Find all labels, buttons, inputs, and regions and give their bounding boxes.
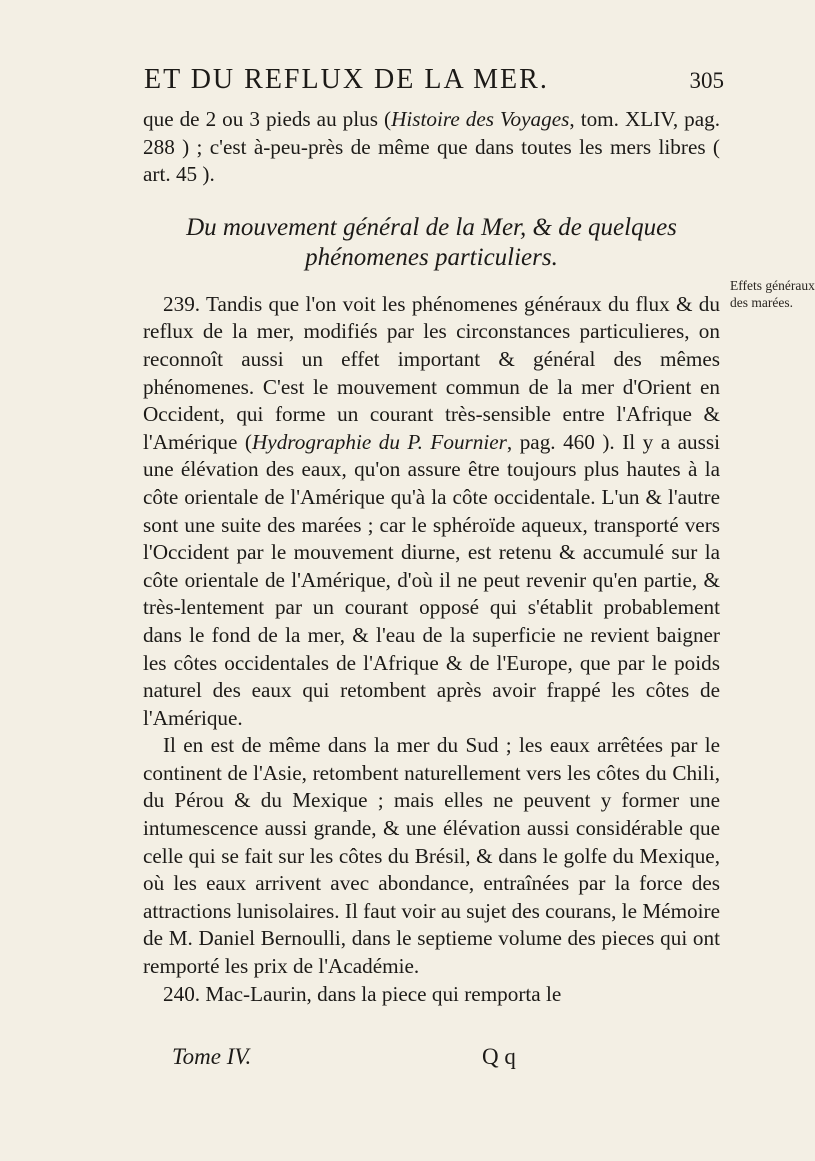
continuation-citation: Histoire des Voyages (391, 107, 570, 131)
running-title: ET DU REFLUX DE LA MER. (144, 64, 549, 95)
body-text (143, 106, 720, 1008)
paragraph-239 (143, 291, 720, 733)
margin-note (730, 277, 815, 311)
continuation-text-a: que de 2 ou 3 pieds au plus ( (143, 107, 392, 131)
margin-note-line1: Effets généraux (730, 278, 815, 293)
signature-mark: Q q (482, 1044, 516, 1069)
continuation-paragraph (143, 106, 720, 189)
paragraph-239-citation: Hydrographie du P. Fournier (251, 429, 507, 454)
section-title (143, 213, 720, 273)
page-header (144, 64, 724, 104)
paragraph-239-text-b: , pag. 460 ). Il y a aussi une élévation des eaux, qu'on assure être toujours plus hautes à la côte orientale de l'Amérique qu'à la côte occidentale. L'un & l'autre sont une suite des marées ; car le sphéroïde aqueux, transporté vers l'Occident par le mouvement diurne, est retenu & accumulé sur la côte orientale de l'Amérique, d'où il ne peut revenir qu'en partie, & très-lentement par un courant opposé qui s'établit probablement dans le fond de la mer, & l'eau de la superficie ne revient baigner les côtes occidentales de l'Afrique & de l'Europe, que par le poids naturel des eaux qui retombent après avoir frappé les côtes de l'Amérique. (143, 429, 720, 730)
section-title-line2: phénomenes particuliers. (305, 243, 558, 271)
margin-note-line2: des marées. (730, 295, 793, 310)
paragraph-239-text-a: 239. Tandis que l'on voit les phénomenes généraux du flux & du reflux de la mer, modifiés par les circonstances particulieres, on reconnoît aussi un effet important & général des mêmes phénomenes. C'est le mouvement commun de la mer d'Orient en Occident, qui forme un courant très-sensible entre l'Afrique & l'Amérique ( (143, 291, 720, 454)
tome-label: Tome IV. (172, 1044, 252, 1069)
page-number: 305 (689, 68, 724, 93)
paragraph-240: 240. Mac-Laurin, dans la piece qui remporta le (163, 981, 562, 1006)
page-footer (172, 1044, 672, 1074)
section-title-line1: Du mouvement général de la Mer, & de quelques (186, 213, 677, 241)
paragraph-mer-du-sud: Il en est de même dans la mer du Sud ; les eaux arrêtées par le continent de l'Asie, retombent naturellement vers les côtes du Chili, du Pérou & du Mexique ; mais elles ne peuvent y former une intumescence aussi grande, & une élévation aussi considérable que celle qui se fait sur les côtes du Brésil, & dans le golfe du Mexique, où les eaux arrivent avec abondance, entraînées par la force des attractions lunisolaires. Il faut voir au sujet des courans, le Mémoire de M. Daniel Bernoulli, dans le septieme volume des pieces qui ont remporté les prix de l'Académie. (143, 733, 720, 979)
continuation-text-b: , tom. XLIV, pag. 288 ) ; c'est à-peu-près de même que dans toutes les mers libres ( art. 45 ). (143, 107, 721, 187)
